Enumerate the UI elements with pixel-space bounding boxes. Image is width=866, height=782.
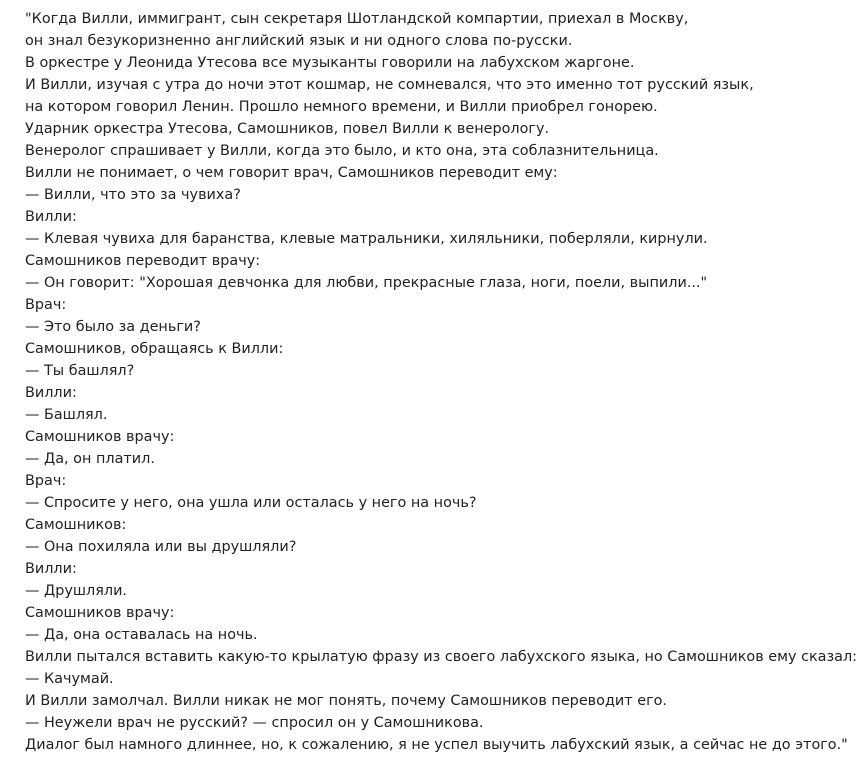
text-line: В оркестре у Леонида Утесова все музыканты говорили на лабухском жаргоне.: [25, 55, 635, 71]
story-text: [25, 8, 861, 756]
text-line: — Спросите у него, она ушла или осталась у него на ночь?: [25, 495, 477, 511]
text-line: Самошников:: [25, 517, 127, 533]
text-line: — Клевая чувиха для баранства, клевые матральники, хиляльники, поберляли, кирнули.: [25, 231, 708, 247]
text-line: Врач:: [25, 473, 67, 489]
text-line: И Вилли, изучая с утра до ночи этот кошмар, не сомневался, что это именно тот русский язык,: [25, 77, 754, 93]
text-line: Венеролог спрашивает у Вилли, когда это было, и кто она, эта соблазнительница.: [25, 143, 659, 159]
text-line: Самошников врачу:: [25, 429, 175, 445]
text-line: — Да, она оставалась на ночь.: [25, 627, 258, 643]
text-line: Вилли:: [25, 561, 77, 577]
text-line: И Вилли замолчал. Вилли никак не мог понять, почему Самошников переводит его.: [25, 693, 668, 709]
text-line: Ударник оркестра Утесова, Самошников, повел Вилли к венерологу.: [25, 121, 550, 137]
text-line: Самошников, обращаясь к Вилли:: [25, 341, 284, 357]
text-line: — Она похиляла или вы друшляли?: [25, 539, 297, 555]
text-line: Вилли пытался вставить какую-то крылатую фразу из своего лабухского языка, но Самошников ему сказал:: [25, 649, 858, 665]
text-line: Вилли не понимает, о чем говорит врач, Самошников переводит ему:: [25, 165, 558, 181]
text-line: — Ты башлял?: [25, 363, 135, 379]
text-line: Самошников врачу:: [25, 605, 175, 621]
text-line: он знал безукоризненно английский язык и ни одного слова по-русски.: [25, 33, 573, 49]
text-line: Диалог был намного длиннее, но, к сожалению, я не успел выучить лабухский язык, а сейчас не до этого.": [25, 737, 848, 753]
text-line: "Когда Вилли, иммигрант, сын секретаря Шотландской компартии, приехал в Москву,: [25, 11, 689, 27]
text-line: Вилли:: [25, 209, 77, 225]
text-line: Врач:: [25, 297, 67, 313]
text-line: — Это было за деньги?: [25, 319, 201, 335]
text-line: — Друшляли.: [25, 583, 128, 599]
text-line: — Вилли, что это за чувиха?: [25, 187, 241, 203]
text-line: на котором говорил Ленин. Прошло немного времени, и Вилли приобрел гонорею.: [25, 99, 658, 115]
text-line: Вилли:: [25, 385, 77, 401]
text-line: — Да, он платил.: [25, 451, 155, 467]
text-line: — Башлял.: [25, 407, 108, 423]
text-line: — Качумай.: [25, 671, 114, 687]
text-line: Самошников переводит врачу:: [25, 253, 261, 269]
text-line: — Он говорит: "Хорошая девчонка для любви, прекрасные глаза, ноги, поели, выпили...": [25, 275, 708, 291]
text-line: — Неужели врач не русский? — спросил он у Самошникова.: [25, 715, 484, 731]
